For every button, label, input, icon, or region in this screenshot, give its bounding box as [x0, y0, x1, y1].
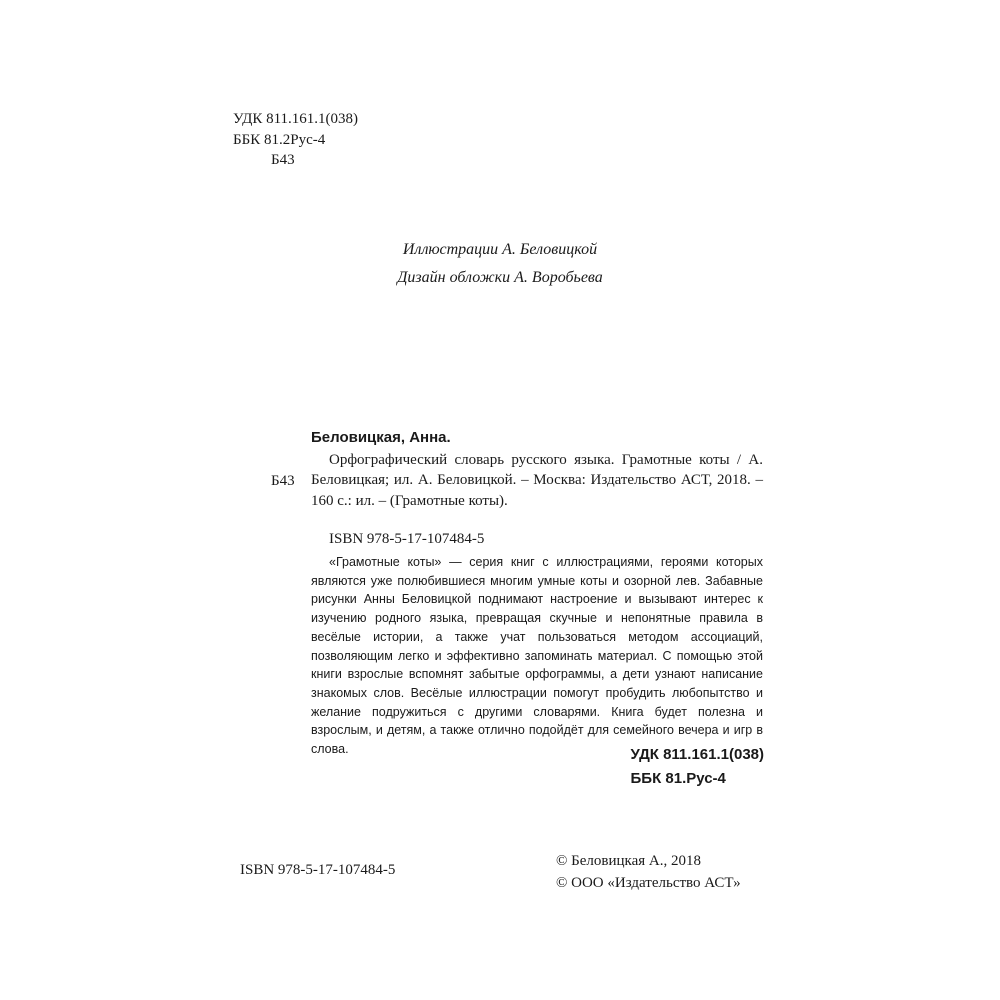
book-abstract	[311, 553, 763, 759]
bbk-code-bold: ББК 81.Рус-4	[630, 770, 726, 787]
footer-isbn: ISBN 978-5-17-107484-5	[240, 862, 396, 878]
udk-code-bold: УДК 811.161.1(038)	[630, 746, 764, 763]
bibliographic-record	[311, 428, 763, 550]
catalog-isbn: ISBN 978-5-17-107484-5	[329, 531, 485, 547]
udk-code: УДК 811.161.1(038)	[233, 111, 359, 127]
classification-codes-bottom	[631, 743, 765, 791]
catalog-author-mark: Б43	[271, 473, 295, 489]
bibliographic-entry: Орфографический словарь русского языка. Грамотные коты / А. Беловицкая; ил. А. Беловицкой. – Москва: Издательство АСТ, 2018. – 160 с.: ил. – (Грамотные коты).	[311, 451, 763, 509]
bbk-code: ББК 81.2Рус-4	[233, 131, 326, 148]
copyright-author: © Беловицкая А., 2018	[556, 853, 701, 869]
illustrations-credit: Иллюстрации А. Беловицкой	[402, 241, 598, 258]
classification-codes-top	[233, 109, 358, 171]
author-heading: Беловицкая, Анна.	[311, 429, 451, 446]
credits-block	[0, 236, 1000, 292]
copyright-block	[556, 850, 741, 894]
cover-design-credit: Дизайн обложки А. Воробьева	[397, 269, 603, 286]
abstract-text: «Грамотные коты» — серия книг с иллюстрациями, героями которых являются уже полюбившиеся многим умные коты и озорной лев. Забавные рисунки Анны Беловицкой поднимают настроение и вызывают интерес к изучению родного языка, превращая скучные и непонятные правила в весёлые истории, а также учат пользоваться методом ассоциаций, позволяющим легко и эффективно запоминать материал. С помощью этой книги взрослые вспомнят забытые орфограммы, а дети узнают написание знакомых слов. Весёлые иллюстрации помогут пробудить любопытство и желание подружиться с другими словарями. Книга будет полезна и взрослым, и детям, а также отлично подойдёт для семейного вечера и игр в слова.	[311, 555, 763, 757]
author-mark: Б43	[271, 152, 295, 168]
copyright-publisher: © ООО «Издательство АСТ»	[556, 875, 741, 891]
